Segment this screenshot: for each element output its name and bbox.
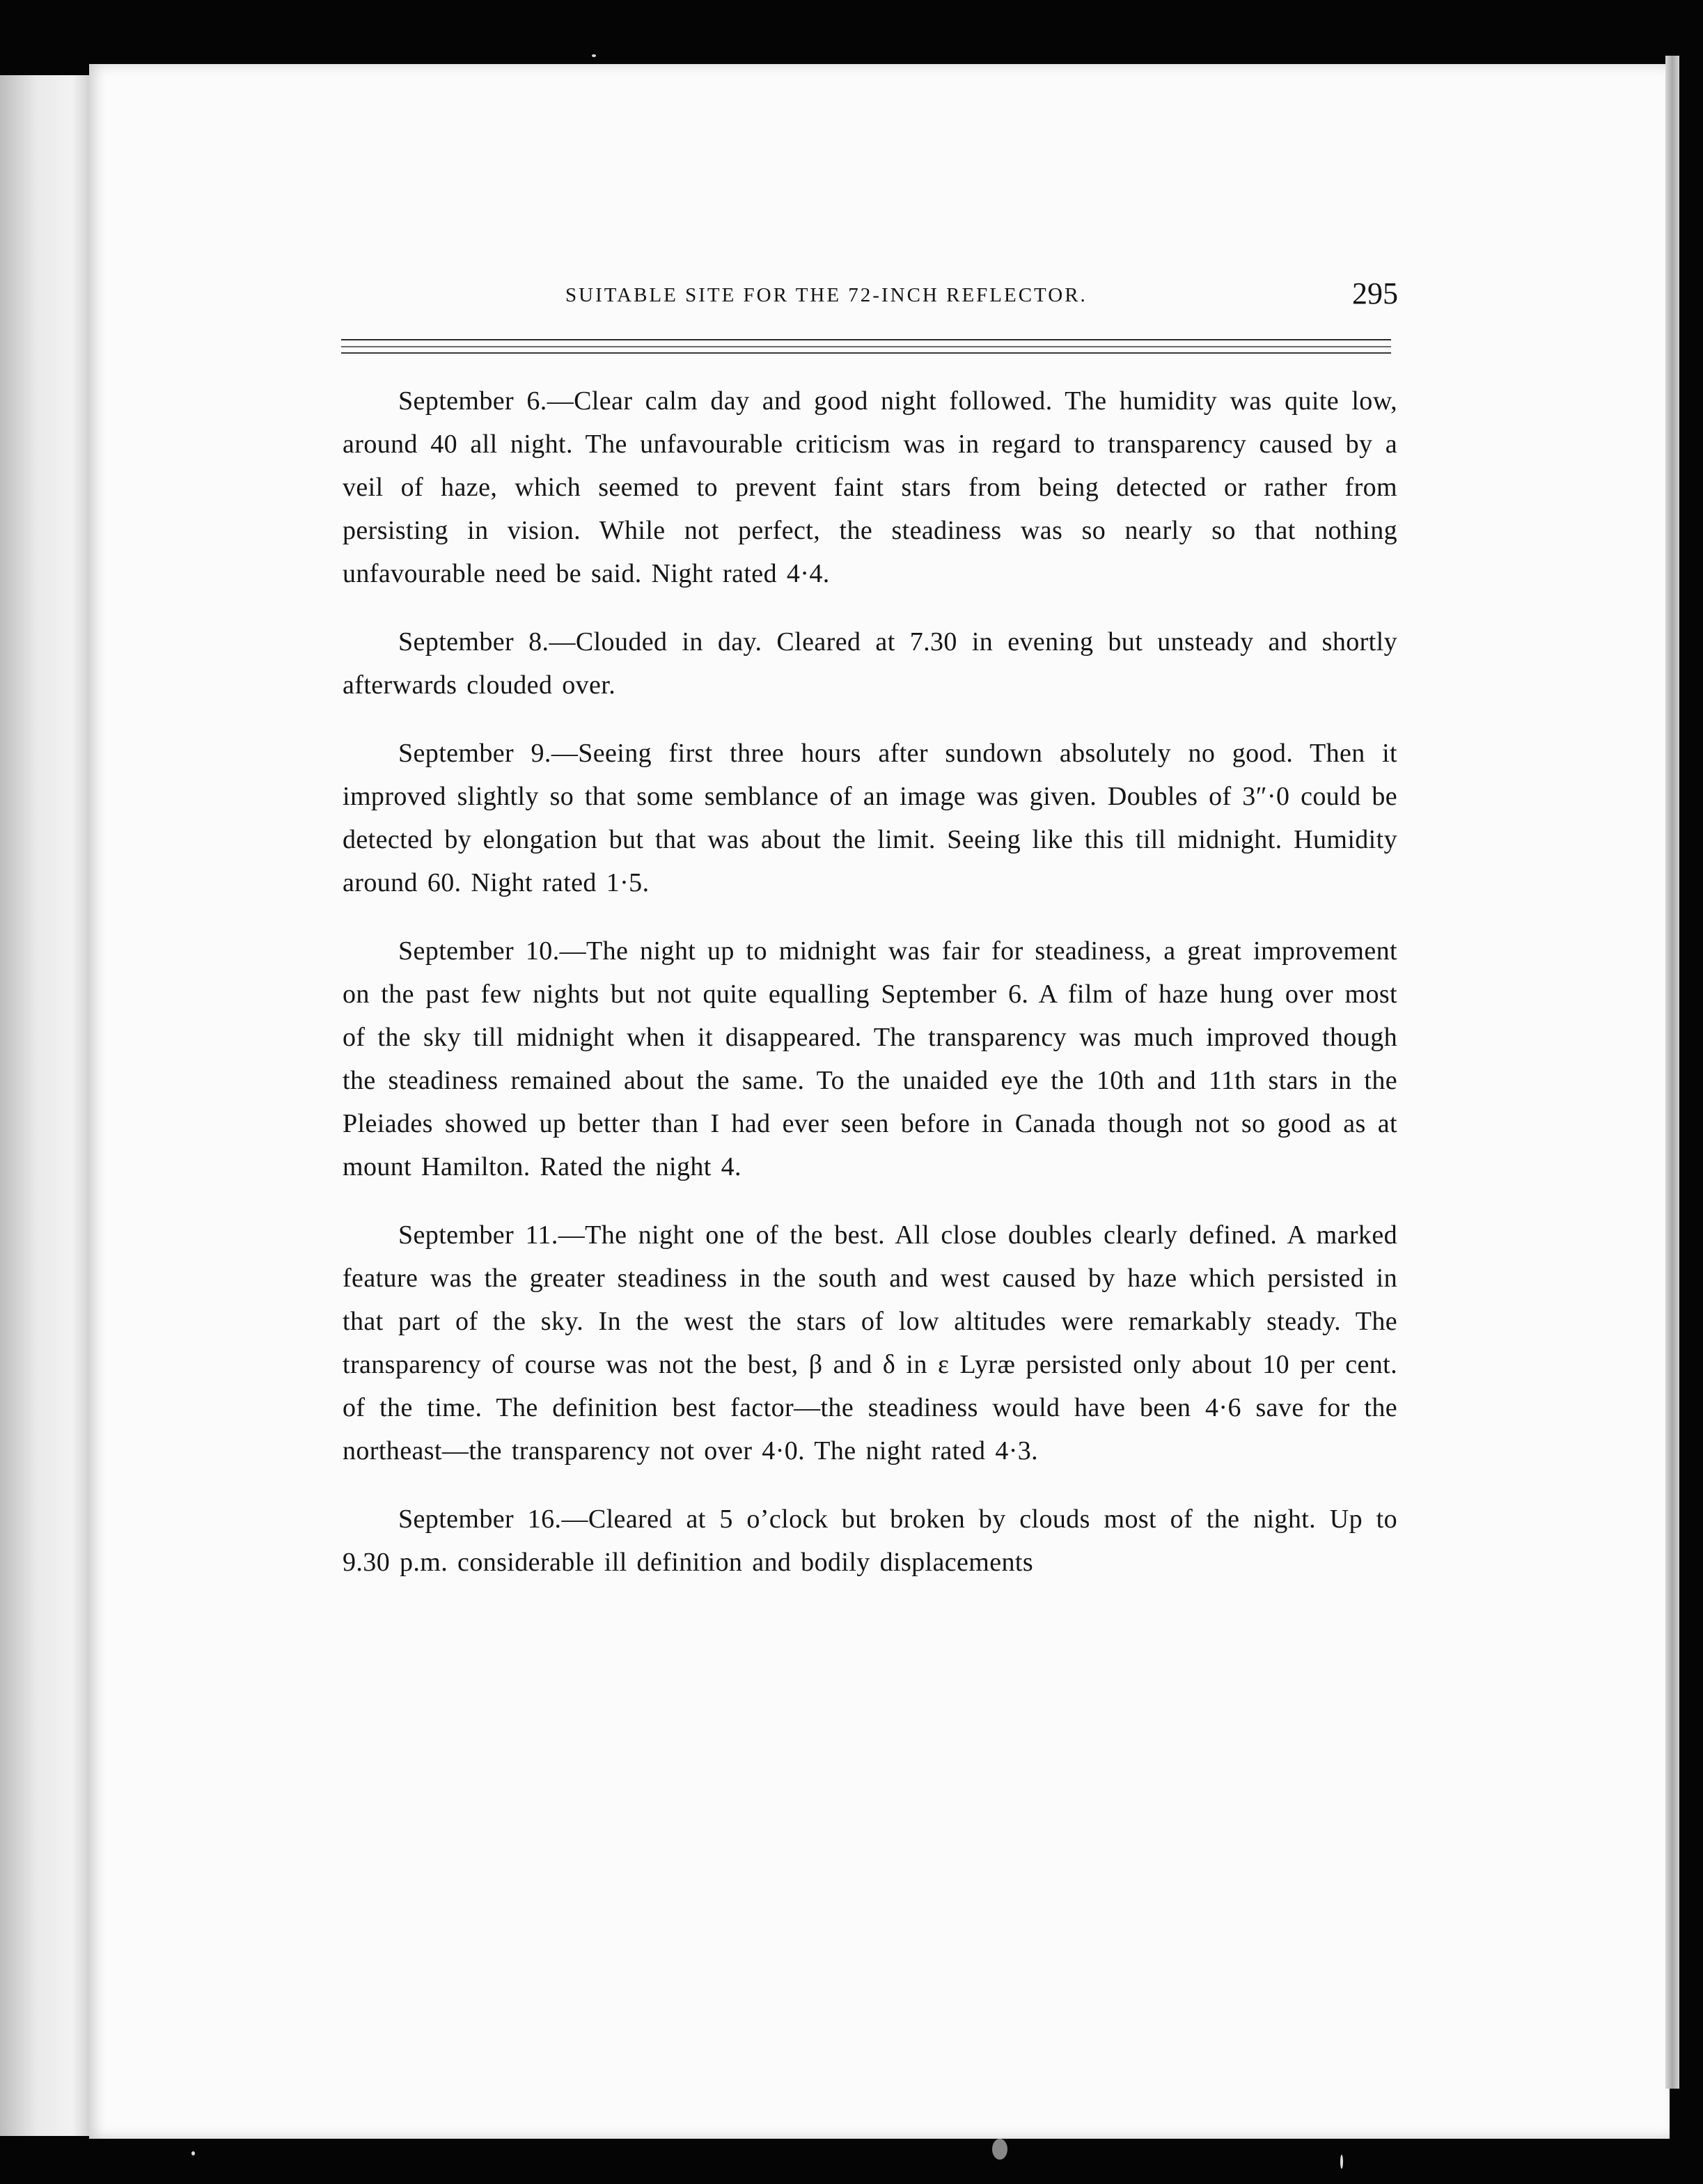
header-rule [341,339,1391,340]
dust-speck [592,54,596,57]
dust-speck [191,2151,195,2155]
header-rule [341,346,1391,347]
dust-speck [992,2139,1007,2160]
running-head: SUITABLE SITE FOR THE 72-INCH REFLECTOR. [565,284,1088,306]
previous-page-edge [0,75,91,2136]
paragraph-september-16: September 16.—Cleared at 5 o’clock but broken by clouds most of the night. Up to 9.30 p.m. considerable ill definition and bodily displacements [343,1505,1397,1577]
paragraph-september-9: September 9.—Seeing first three hours after sundown absolutely no good. Then it improved slightly so that some semblance of an image was given. Doubles of 3″·0 could be detected by elongation but that was about the limit. Seeing like this till midnight. Humidity around 60. Night rated 1·5. [343,739,1397,897]
page-number: 295 [1352,276,1398,311]
paragraph-september-8: September 8.—Clouded in day. Cleared at 7.30 in evening but unsteady and shortly afterwards clouded over. [343,627,1397,700]
header-rule [341,352,1391,354]
page-header [501,276,1399,317]
page-stack-edge [1665,56,1679,2089]
body-text [343,379,1397,1584]
paragraph-september-11: September 11.—The night one of the best. All close doubles clearly defined. A marked feature was the greater steadiness in the south and west caused by haze which persisted in that part of the sky. In the west the stars of low altitudes were remarkably steady. The transparency of course was not the best, β and δ in ε Lyræ persisted only about 10 per cent. of the time. The definition best factor—the steadiness would have been 4·6 save for the northeast—the transparency not over 4·0. The night rated 4·3. [343,1220,1397,1466]
paragraph-september-6: September 6.—Clear calm day and good night followed. The humidity was quite low, around 40 all night. The unfavourable criticism was in regard to transparency caused by a veil of haze, which seemed to prevent faint stars from being detected or rather from persisting in vision. While not perfect, the steadiness was so nearly so that nothing unfavourable need be said. Night rated 4·4. [343,386,1397,588]
paragraph-september-10: September 10.—The night up to midnight was fair for steadiness, a great improvement on the past few nights but not quite equalling September 6. A film of haze hung over most of the sky till midnight when it disappeared. The transparency was much improved though the steadiness remained about the same. To the unaided eye the 10th and 11th stars in the Pleiades showed up better than I had ever seen before in Canada though not so good as at mount Hamilton. Rated the night 4. [343,936,1397,1181]
dust-speck [1340,2155,1343,2169]
